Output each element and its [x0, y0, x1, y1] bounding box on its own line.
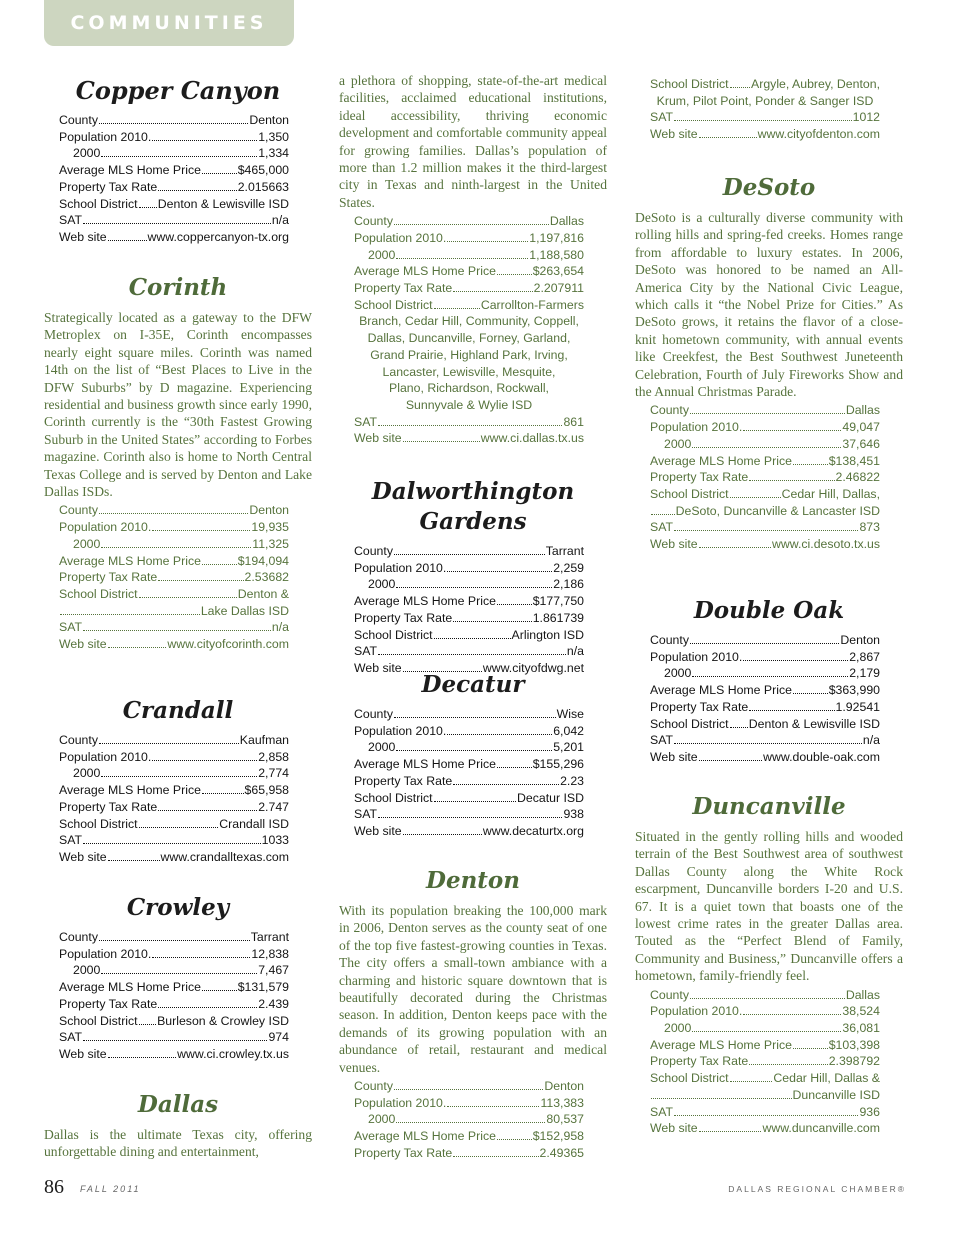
city-title: Corinth	[128, 274, 228, 301]
city-description: Situated in the gently rolling hills and wooded terrain of the Best Southwest area of southwest Dallas County along the White Rock escarpment, Duncanville borders I-20 and U.S. 67. It is a quiet town that boasts one of the lowest crime rates in the greater Dallas area. Touted as the “Perfect Blend of Family, Community and Business,” Duncanville offers a hometown, family-friendly feel.	[635, 829, 903, 984]
entry-corinth	[44, 273, 312, 653]
stat-website: Web site www.cityofdwg.net	[354, 660, 584, 675]
page-number: 86	[44, 1176, 64, 1198]
stat-tax-rate: Property Tax Rate 1.861739	[354, 610, 584, 625]
stat-pop-2010: Population 2010. 19,935	[59, 520, 289, 535]
stat-sat: SAT 1033	[59, 833, 289, 848]
stat-county: County Tarrant	[59, 930, 289, 944]
stat-website: Web site www.cityofcorinth.com	[59, 637, 289, 652]
stat-school-district: School District Cedar Hill, Dallas,	[650, 486, 880, 501]
stats-list	[44, 502, 289, 652]
stat-website: Web site www.coppercanyon-tx.org	[59, 229, 289, 244]
publisher-label: DALLAS REGIONAL CHAMBER®	[728, 1184, 906, 1194]
stat-school-district: School District Decatur ISD	[354, 790, 584, 805]
stat-pop-2000: 2000 80,537	[368, 1112, 584, 1127]
stat-mls-price: Average MLS Home Price $103,398	[650, 1037, 880, 1052]
school-district-line: Plano, Richardson, Rockwall,	[389, 381, 549, 396]
stats-list	[339, 1078, 584, 1162]
stat-tax-rate: Property Tax Rate 2.439	[59, 996, 289, 1011]
stats-list	[44, 732, 289, 866]
stat-website: Web site www.ci.dallas.tx.us	[354, 431, 584, 446]
stat-sat: SAT 1012	[650, 110, 880, 125]
stat-sat: SAT 861	[354, 414, 584, 429]
entry-double-oak	[635, 596, 903, 766]
stat-school-district-cont: Lake Dallas ISD	[59, 603, 289, 620]
city-description-cont: a plethora of shopping, state-of-the-art medical facilities, acclaimed educational institutions, ideal accessibility, thriving economic development and comfortable community appeal for growing families. Dallas’s population of more than 1.2 million makes it the third-largest city in Texas and ninth-largest in the United States.	[339, 73, 607, 210]
stat-pop-2010: Population 2010. 49,047	[650, 420, 880, 435]
stat-website: Web site www.ci.desoto.tx.us	[650, 537, 880, 552]
stat-mls-price: Average MLS Home Price $138,451	[650, 453, 880, 468]
stat-website: Web site www.duncanville.com	[650, 1121, 880, 1136]
stat-pop-2000: 2000 2,774	[73, 766, 289, 781]
entry-decatur	[339, 670, 607, 840]
stat-pop-2010: Population 2010. 12,838	[59, 946, 289, 961]
stat-pop-2000: 2000 37,646	[664, 436, 880, 451]
stat-school-district: School District Argyle, Aubrey, Denton,	[650, 77, 880, 91]
stat-county: County Dallas	[650, 403, 880, 418]
stat-pop-2010: Population 2010. 38,524	[650, 1004, 880, 1019]
stat-website: Web site www.decaturtx.org	[354, 823, 584, 838]
stat-pop-2000: 2000 2,186	[368, 577, 584, 592]
stats-list	[635, 632, 880, 766]
stat-county: County Wise	[354, 707, 584, 721]
stat-tax-rate: Property Tax Rate 2.23	[354, 773, 584, 788]
stats-list	[635, 76, 880, 143]
stat-school-district: School District Denton & Lewisville ISD	[650, 716, 880, 731]
section-tab-label: COMMUNITIES	[70, 12, 268, 34]
city-title: Double Oak	[693, 597, 845, 624]
stat-website: Web site www.ci.crowley.tx.us	[59, 1046, 289, 1061]
stat-tax-rate: Property Tax Rate 2.53682	[59, 570, 289, 585]
city-title: Crandall	[122, 697, 234, 724]
entry-denton-cont	[635, 76, 903, 143]
stat-school-district: School District Crandall ISD	[59, 816, 289, 831]
stat-tax-rate: Property Tax Rate 1.92541	[650, 699, 880, 714]
city-description: With its population breaking the 100,000 mark in 2006, Denton serves as the county seat of one of the top five fastest-growing counties in Texas. The city offers a small-town ambiance with a charming and historic square downtown that is beautifully decorated during the Christmas season. In addition, Denton keeps pace with the demands of its growing population with an abundance of retail, restaurant and medical venues.	[339, 903, 607, 1075]
stats-list	[44, 112, 289, 246]
stat-tax-rate: Property Tax Rate 2.46822	[650, 470, 880, 485]
stat-mls-price: Average MLS Home Price $155,296	[354, 757, 584, 772]
stat-county: County Tarrant	[354, 544, 584, 558]
stats-list	[635, 402, 880, 552]
stats-list	[339, 543, 584, 677]
stat-school-district: School District Carrollton-Farmers	[354, 297, 584, 312]
stat-school-district: School District Burleson & Crowley ISD	[59, 1013, 289, 1028]
stat-mls-price: Average MLS Home Price $263,654	[354, 264, 584, 279]
school-district-line: Branch, Cedar Hill, Community, Coppell,	[359, 314, 579, 329]
stat-pop-2000: 2000 11,325	[73, 536, 289, 551]
entry-crandall	[44, 696, 312, 866]
stat-pop-2010: Population 2010. 2,259	[354, 560, 584, 575]
stat-county: County Dallas	[650, 987, 880, 1002]
city-title: Dalworthington Gardens	[371, 478, 575, 535]
stats-list	[635, 987, 880, 1137]
stat-pop-2010: Population 2010. 1,197,816	[354, 230, 584, 245]
stat-sat: SAT n/a	[650, 733, 880, 748]
stats-list	[339, 213, 584, 447]
entry-crowley	[44, 893, 312, 1063]
stat-school-district: School District Arlington ISD	[354, 627, 584, 642]
stat-tax-rate: Property Tax Rate 2.49365	[354, 1145, 584, 1160]
stat-pop-2000: 2000 5,201	[368, 740, 584, 755]
stat-mls-price: Average MLS Home Price $131,579	[59, 980, 289, 995]
stat-pop-2010: Population 2010. 2,858	[59, 749, 289, 764]
stat-sat: SAT 936	[650, 1104, 880, 1119]
stat-school-district: School District Denton &	[59, 586, 289, 601]
stat-sat: SAT n/a	[354, 644, 584, 659]
stat-county: County Denton	[59, 503, 289, 518]
stats-list	[44, 929, 289, 1063]
stat-sat: SAT n/a	[59, 620, 289, 635]
city-title: Crowley	[126, 894, 230, 921]
stat-mls-price: Average MLS Home Price $177,750	[354, 594, 584, 609]
stat-mls-price: Average MLS Home Price $152,958	[354, 1129, 584, 1144]
stat-pop-2000: 2000 2,179	[664, 666, 880, 681]
city-title: Duncanville	[692, 793, 846, 820]
entry-dallas-start	[44, 1090, 312, 1163]
stat-county: County Dallas	[354, 214, 584, 229]
city-description: DeSoto is a culturally diverse community with rolling hills and spring-fed creeks. Homes range from affordable to luxury estates. In 2006, DeSoto was honored to be named an All-America City by the National Civic League, which calls it “the Nobel Prize for Cities.” As DeSoto grows, it retains the flavor of a close-knit hometown community, with annual events like Creekfest, the Best Southwest Juneteenth Celebration, Fourth of July Fireworks Show and the Annual Christmas Parade.	[635, 210, 903, 400]
stat-sat: SAT 873	[650, 520, 880, 535]
stat-sat: SAT 938	[354, 807, 584, 822]
stat-pop-2000: 2000 7,467	[73, 963, 289, 978]
stat-pop-2000: 2000 1,188,580	[368, 247, 584, 262]
school-district-line: Lancaster, Lewisville, Mesquite,	[382, 364, 556, 379]
city-title: Denton	[426, 867, 520, 894]
city-description: Strategically located as a gateway to the DFW Metroplex on I-35E, Corinth encompasses nearly eight square miles. Corinth was named 14th on the list of “Best Places to Live in the DFW Suburbs” by D magazine. Experiencing residential and business growth since early 1990, Corinth currently is the “30th Fastest Growing Suburb in the United States” according to Forbes magazine. Corinth also is home to North Central Texas College and is served by Denton and Lake Dallas ISDs.	[44, 310, 312, 500]
stat-tax-rate: Property Tax Rate 2.207911	[354, 281, 584, 296]
city-title: Copper Canyon	[75, 76, 281, 105]
stats-list	[339, 706, 584, 840]
stat-pop-2010: Population 2010. 2,867	[650, 649, 880, 664]
stat-county: County Denton	[59, 113, 289, 127]
entry-desoto	[635, 173, 903, 553]
stat-tax-rate: Property Tax Rate 2.398792	[650, 1054, 880, 1069]
school-district-line: Grand Prairie, Highland Park, Irving,	[370, 347, 568, 362]
edition-label: FALL 2011	[80, 1184, 141, 1194]
stat-school-district: School District Denton & Lewisville ISD	[59, 196, 289, 211]
city-title: DeSoto	[722, 174, 816, 201]
entry-duncanville	[635, 792, 903, 1137]
stat-website: Web site www.cityofdenton.com	[650, 127, 880, 142]
entry-copper-canyon	[44, 76, 312, 246]
stat-county: County Denton	[354, 1079, 584, 1094]
stat-county: County Kaufman	[59, 733, 289, 747]
entry-dallas-cont	[339, 72, 607, 447]
stat-website: Web site www.double-oak.com	[650, 749, 880, 764]
stat-pop-2000: 2000 1,334	[73, 146, 289, 161]
section-tab	[44, 0, 294, 46]
stat-pop-2010: Population 2010. 6,042	[354, 723, 584, 738]
school-district-line: Sunnyvale & Wylie ISD	[405, 397, 533, 412]
stat-pop-2010: Population 2010. 113,383	[354, 1095, 584, 1110]
city-title: Dallas	[137, 1091, 219, 1118]
stat-mls-price: Average MLS Home Price $465,000	[59, 163, 289, 178]
stat-county: County Denton	[650, 633, 880, 647]
stat-school-district-cont: Duncanville ISD	[650, 1087, 880, 1104]
stat-sat: SAT 974	[59, 1030, 289, 1045]
stat-website: Web site www.crandalltexas.com	[59, 849, 289, 864]
city-title: Decatur	[421, 671, 525, 698]
stat-pop-2010: Population 2010. 1,350	[59, 129, 289, 144]
entry-dalworthington-gardens	[339, 477, 607, 677]
school-district-line: Krum, Pilot Point, Ponder & Sanger ISD	[656, 93, 874, 108]
stat-mls-price: Average MLS Home Price $363,990	[650, 683, 880, 698]
stat-school-district: School District Cedar Hill, Dallas &	[650, 1071, 880, 1086]
entry-denton	[339, 866, 607, 1162]
stat-tax-rate: Property Tax Rate 2.747	[59, 799, 289, 814]
stat-mls-price: Average MLS Home Price $194,094	[59, 553, 289, 568]
stat-school-district-cont: DeSoto, Duncanville & Lancaster ISD	[650, 503, 880, 520]
city-description: Dallas is the ultimate Texas city, offering unforgettable dining and entertainment,	[44, 1127, 312, 1160]
stat-sat: SAT n/a	[59, 213, 289, 228]
stat-tax-rate: Property Tax Rate 2.015663	[59, 179, 289, 194]
school-district-line: Dallas, Duncanville, Forney, Garland,	[367, 331, 571, 346]
stat-pop-2000: 2000 36,081	[664, 1021, 880, 1036]
stat-mls-price: Average MLS Home Price $65,958	[59, 783, 289, 798]
